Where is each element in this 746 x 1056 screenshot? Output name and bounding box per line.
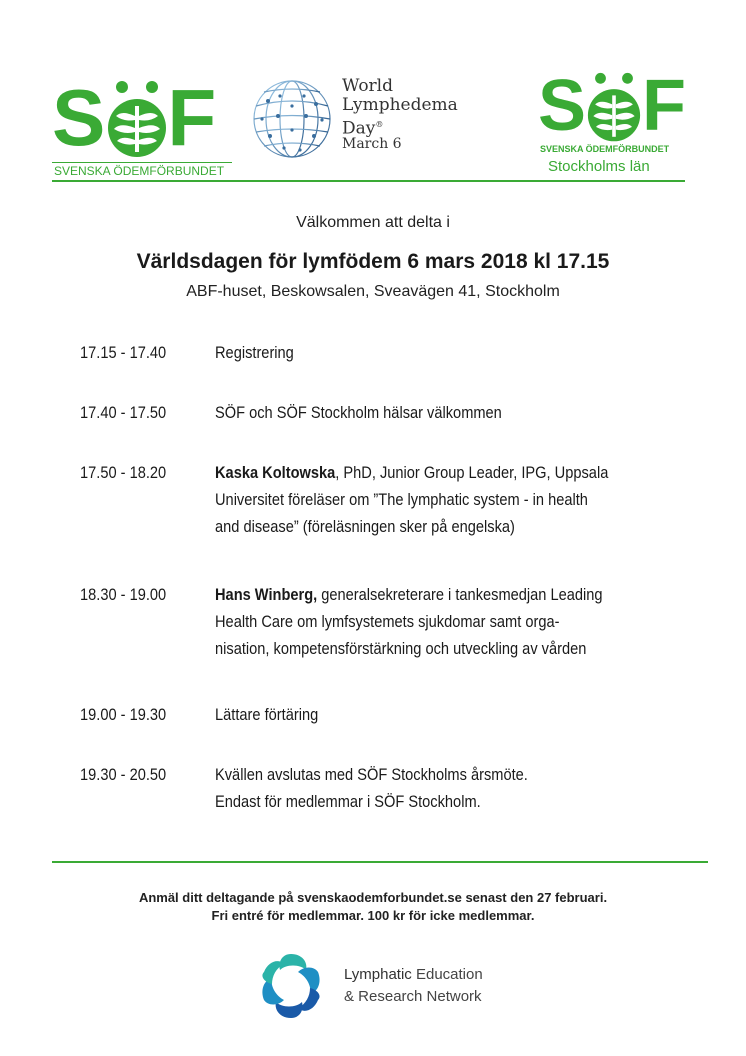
program-time: 18.30 - 19.00 <box>80 585 167 604</box>
program-description: Lättare förtäring <box>215 705 319 724</box>
footer-divider <box>52 861 708 863</box>
program-time: 17.40 - 17.50 <box>80 403 167 422</box>
plant-emblem-icon <box>104 80 170 160</box>
lern-logo <box>256 950 526 1022</box>
program-description: Kaska Koltowska, PhD, Junior Group Leader, IPG, Uppsala Universitet föreläser om ”The lymphatic system - in health and disease” (föreläsningen sker på engelska) <box>215 463 609 536</box>
program-time: 17.15 - 17.40 <box>80 343 167 362</box>
fee-note: Fri entré för medlemmar. 100 kr för icke medlemmar. <box>211 908 535 923</box>
program-time: 19.30 - 20.50 <box>80 765 167 784</box>
event-title: Världsdagen för lymfödem 6 mars 2018 kl 17.15 <box>136 250 610 273</box>
intro-text: Välkommen att delta i <box>296 214 450 231</box>
world-lymphedema-day-logo <box>248 72 513 172</box>
header-divider <box>52 180 685 182</box>
wld-day: Day® <box>342 118 384 139</box>
logo-region: Stockholms län <box>548 158 650 175</box>
wld-date: March 6 <box>342 136 402 152</box>
wld-world: World <box>342 76 393 96</box>
sof-logo-word: S F <box>538 66 685 146</box>
wld-lymphedema: Lymphedema <box>342 95 458 115</box>
logo-subtitle: SVENSKA ÖDEMFÖRBUNDET <box>540 144 670 154</box>
logo-subtitle: SVENSKA ÖDEMFÖRBUNDET <box>54 164 225 178</box>
speaker-name: Hans Winberg, <box>215 585 318 604</box>
speaker-name: Kaska Koltowska <box>215 463 336 482</box>
globe-network-icon <box>248 76 336 162</box>
sof-logo-word: S F <box>52 73 215 162</box>
program-description: Registrering <box>215 343 294 362</box>
sof-logo-left <box>52 73 234 178</box>
program-description: Kvällen avslutas med SÖF Stockholms årsmöte. Endast för medlemmar i SÖF Stockholm. <box>215 765 528 811</box>
program-time: 17.50 - 18.20 <box>80 463 167 482</box>
program-description: Hans Winberg, generalsekreterare i tankesmedjan Leading Health Care om lymfsystemets sjukdomar samt orga- nisation, kompetensförstärkning och utveckling av vården <box>215 585 603 658</box>
lern-name-line2: & Research Network <box>344 988 482 1005</box>
program-description: SÖF och SÖF Stockholm hälsar välkommen <box>215 403 502 422</box>
lern-name-line1: Lymphatic Education <box>344 966 483 983</box>
registration-note: Anmäl ditt deltagande på svenskaodemforbundet.se senast den 27 februari. <box>138 890 608 905</box>
program-time: 19.00 - 19.30 <box>80 705 167 724</box>
sof-logo-right <box>538 66 688 182</box>
plant-emblem-icon <box>584 72 644 144</box>
event-venue: ABF-huset, Beskowsalen, Sveavägen 41, Stockholm <box>186 283 560 300</box>
lern-emblem-icon <box>256 950 326 1022</box>
